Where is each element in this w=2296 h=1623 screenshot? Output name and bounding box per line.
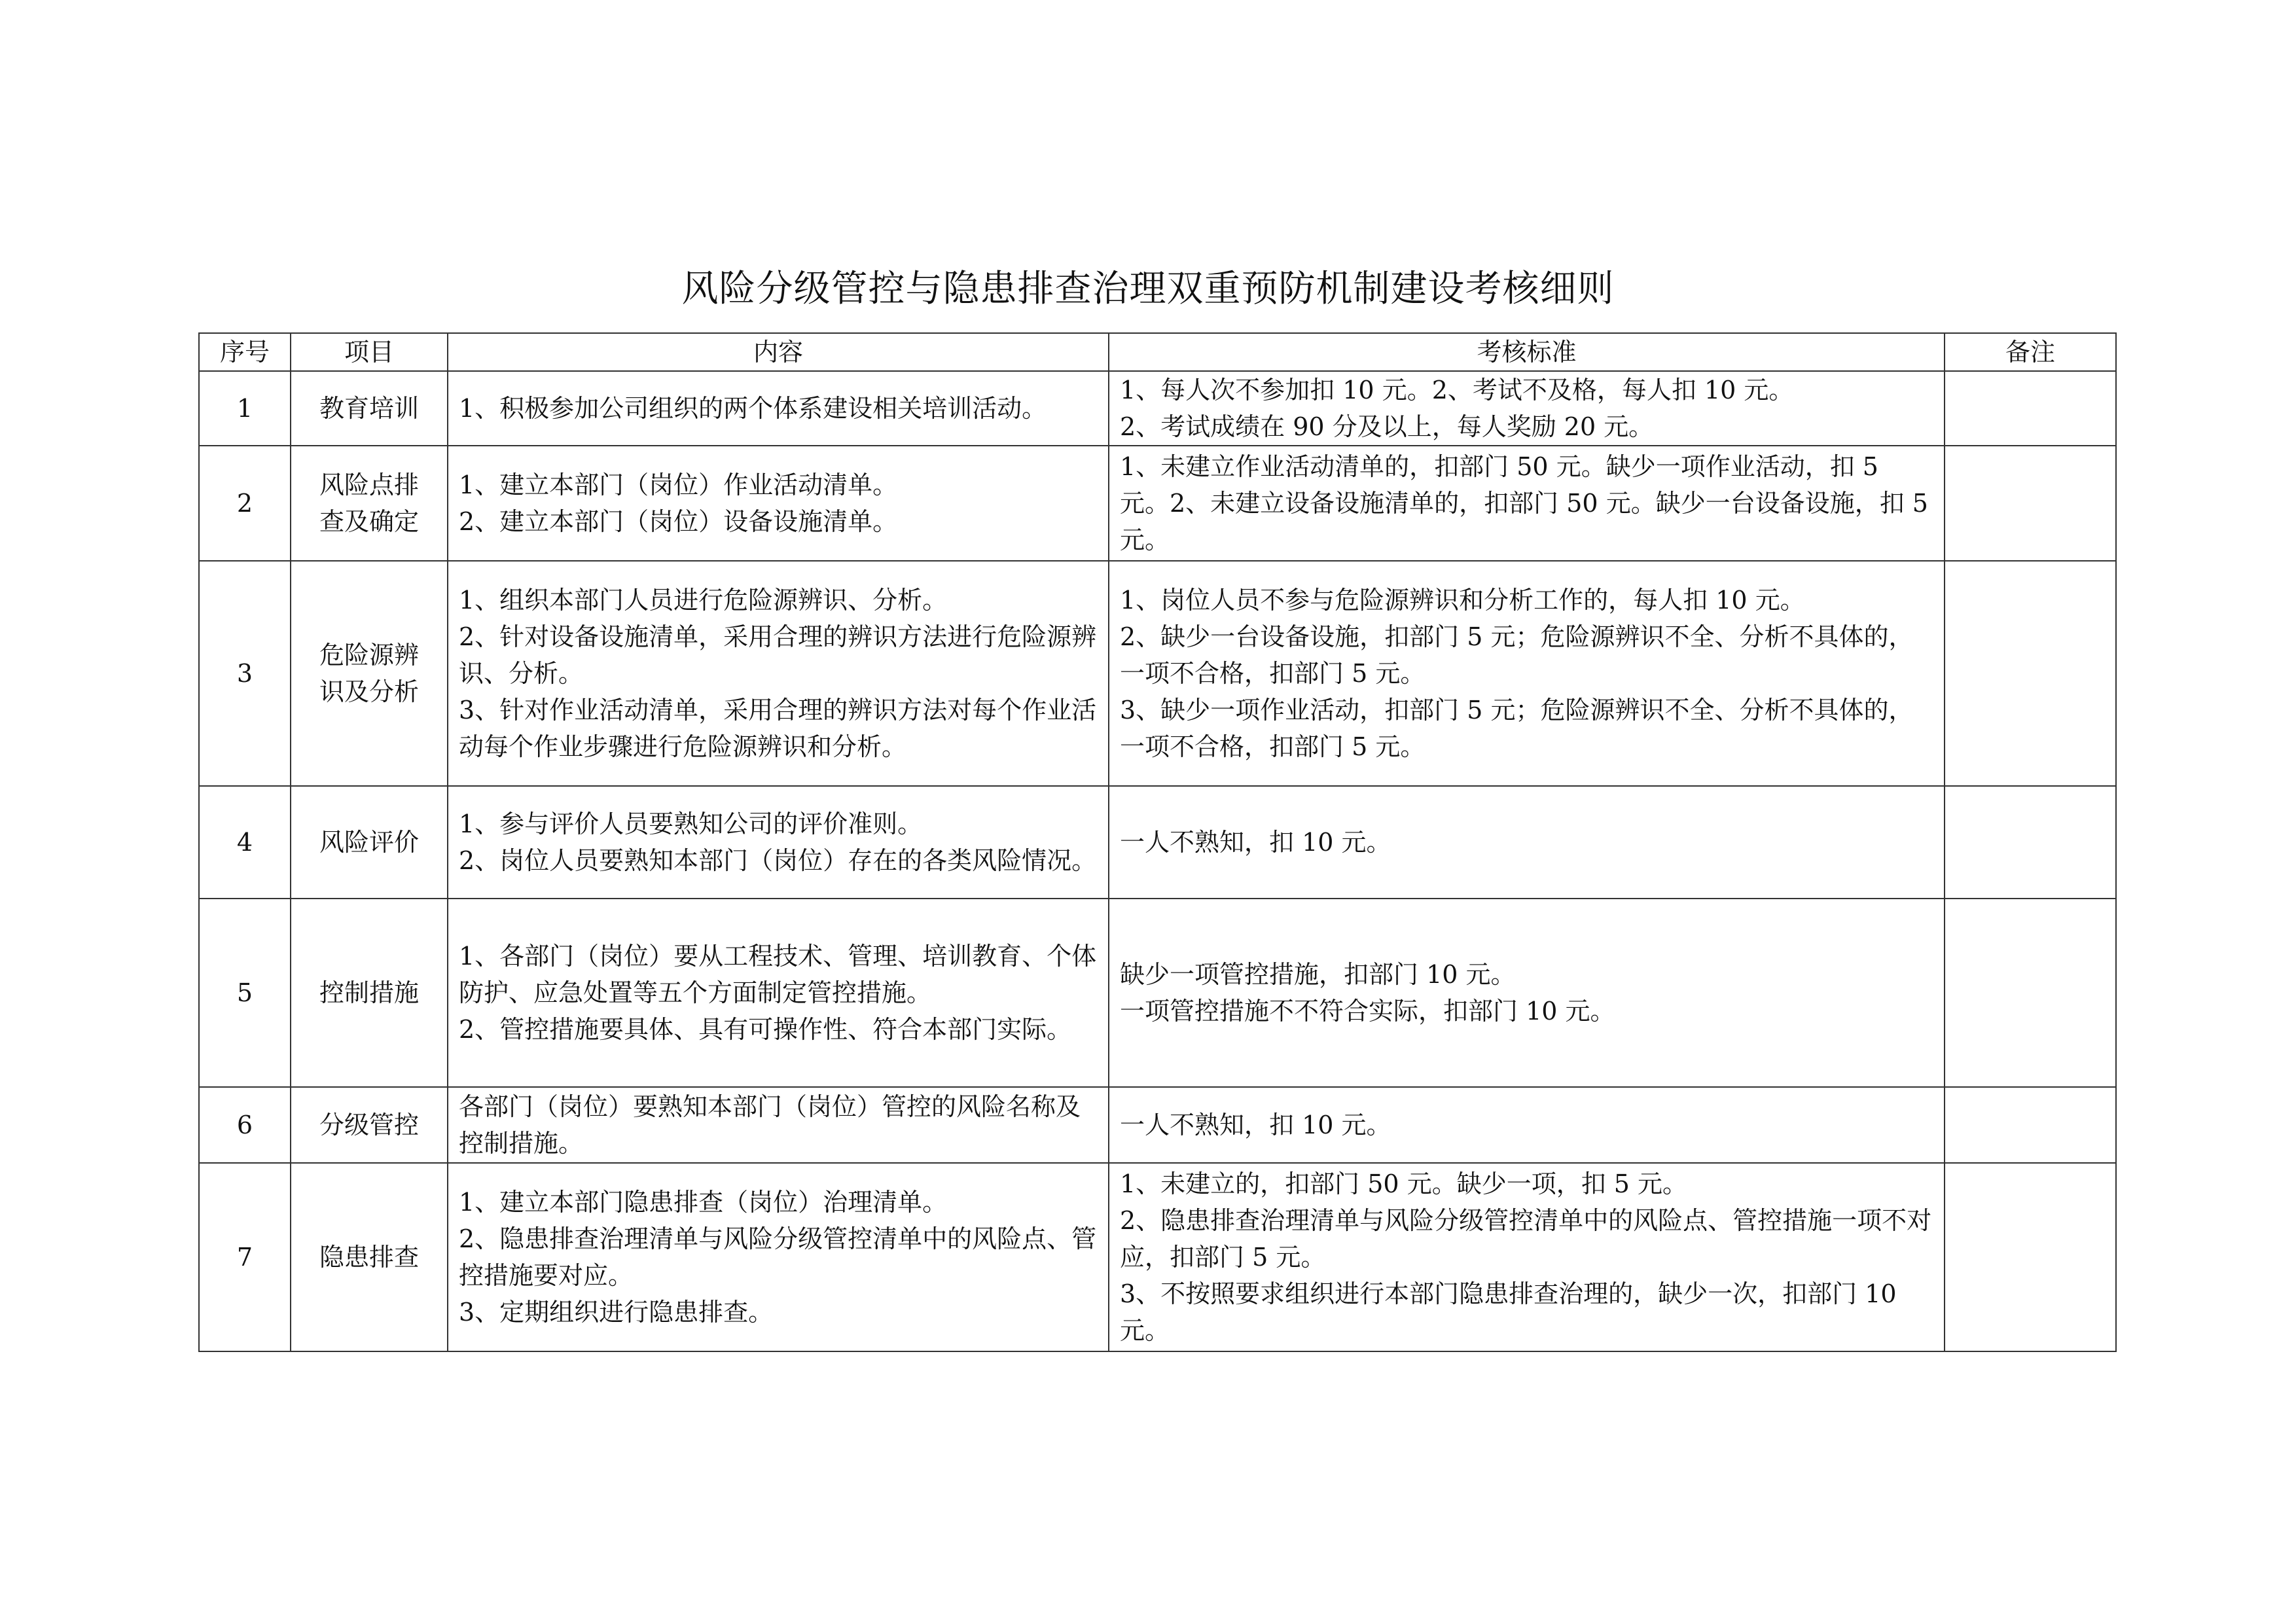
row-content [448, 371, 1109, 446]
row-criteria [1109, 899, 1945, 1087]
item-line: 识及分析 [319, 677, 419, 706]
row-remark [1945, 371, 2116, 446]
row-item [291, 1087, 448, 1163]
row-criteria [1109, 1163, 1945, 1351]
row-criteria [1109, 371, 1945, 446]
criteria-line: 1、岗位人员不参与危险源辨识和分析工作的，每人扣 10 元。 [1120, 586, 1805, 615]
content-line: 1、建立本部门隐患排查（岗位）治理清单。 [459, 1188, 948, 1217]
content-line: 2、管控措施要具体、具有可操作性、符合本部门实际。 [459, 1015, 1072, 1044]
criteria-line: 3、不按照要求组织进行本部门隐患排查治理的，缺少一次，扣部门 10 元。 [1120, 1279, 1897, 1345]
item-line: 分级管控 [319, 1111, 419, 1139]
row-criteria [1109, 786, 1945, 899]
content-line: 3、针对作业活动清单，采用合理的辨识方法对每个作业活动每个作业步骤进行危险源辨识和分析。 [459, 696, 1097, 761]
criteria-line: 2、考试成绩在 90 分及以上，每人奖励 20 元。 [1120, 412, 1654, 441]
table-header-row [199, 333, 2116, 371]
assessment-table [198, 332, 2117, 1352]
content-line: 2、隐患排查治理清单与风险分级管控清单中的风险点、管控措施要对应。 [459, 1224, 1097, 1290]
page-title: 风险分级管控与隐患排查治理双重预防机制建设考核细则 [681, 268, 1615, 310]
row-item [291, 1163, 448, 1351]
table-row [199, 1087, 2116, 1163]
content-line: 各部门（岗位）要熟知本部门（岗位）管控的风险名称及控制措施。 [459, 1092, 1081, 1158]
row-content [448, 1087, 1109, 1163]
table-row [199, 1163, 2116, 1351]
item-line: 风险评价 [319, 828, 419, 857]
row-number: 5 [199, 899, 291, 1087]
item-line: 隐患排查 [319, 1243, 419, 1272]
table-row [199, 899, 2116, 1087]
content-line: 1、积极参加公司组织的两个体系建设相关培训活动。 [459, 394, 1047, 423]
item-line: 教育培训 [319, 394, 419, 423]
table-row [199, 446, 2116, 561]
row-number: 6 [199, 1087, 291, 1163]
table-body [199, 371, 2116, 1351]
row-criteria [1109, 1087, 1945, 1163]
item-line: 控制措施 [319, 978, 419, 1007]
row-remark [1945, 1087, 2116, 1163]
criteria-line: 一人不熟知，扣 10 元。 [1120, 828, 1391, 857]
criteria-line: 2、缺少一台设备设施，扣部门 5 元；危险源辨识不全、分析不具体的，一项不合格，扣部门 5 元。 [1120, 622, 1914, 688]
row-item [291, 899, 448, 1087]
row-item [291, 446, 448, 561]
row-remark [1945, 446, 2116, 561]
header-item: 项目 [291, 333, 448, 371]
row-criteria [1109, 446, 1945, 561]
criteria-line: 一人不熟知，扣 10 元。 [1120, 1111, 1391, 1139]
header-criteria: 考核标准 [1109, 333, 1945, 371]
row-item [291, 786, 448, 899]
item-line: 风险点排 [319, 471, 419, 499]
content-line: 1、组织本部门人员进行危险源辨识、分析。 [459, 586, 948, 615]
row-content [448, 1163, 1109, 1351]
table-row [199, 561, 2116, 786]
item-line: 查及确定 [319, 507, 419, 536]
criteria-line: 2、隐患排查治理清单与风险分级管控清单中的风险点、管控措施一项不对应，扣部门 5 元。 [1120, 1206, 1932, 1272]
content-line: 3、定期组织进行隐患排查。 [459, 1298, 774, 1327]
row-remark [1945, 1163, 2116, 1351]
row-number: 1 [199, 371, 291, 446]
row-remark [1945, 561, 2116, 786]
criteria-line: 缺少一项管控措施，扣部门 10 元。 [1120, 960, 1516, 989]
criteria-line: 3、缺少一项作业活动，扣部门 5 元；危险源辨识不全、分析不具体的，一项不合格，扣部门 5 元。 [1120, 696, 1914, 761]
content-line: 2、岗位人员要熟知本部门（岗位）存在的各类风险情况。 [459, 846, 1097, 875]
row-number: 7 [199, 1163, 291, 1351]
row-content [448, 899, 1109, 1087]
table-row [199, 786, 2116, 899]
row-item [291, 561, 448, 786]
row-remark [1945, 899, 2116, 1087]
content-line: 1、建立本部门（岗位）作业活动清单。 [459, 471, 898, 499]
row-remark [1945, 786, 2116, 899]
header-no: 序号 [199, 333, 291, 371]
row-content [448, 561, 1109, 786]
criteria-line: 一项管控措施不不符合实际，扣部门 10 元。 [1120, 997, 1615, 1026]
row-number: 2 [199, 446, 291, 561]
header-content: 内容 [448, 333, 1109, 371]
row-criteria [1109, 561, 1945, 786]
table-row [199, 371, 2116, 446]
row-number: 3 [199, 561, 291, 786]
criteria-line: 1、每人次不参加扣 10 元。2、考试不及格，每人扣 10 元。 [1120, 376, 1794, 404]
content-line: 2、建立本部门（岗位）设备设施清单。 [459, 507, 898, 536]
row-item [291, 371, 448, 446]
criteria-line: 1、未建立作业活动清单的，扣部门 50 元。缺少一项作业活动，扣 5 元。2、未建立设备设施清单的，扣部门 50 元。缺少一台设备设施，扣 5 元。 [1120, 452, 1928, 554]
content-line: 1、各部门（岗位）要从工程技术、管理、培训教育、个体防护、应急处置等五个方面制定管控措施。 [459, 942, 1097, 1007]
header-remark: 备注 [1945, 333, 2116, 371]
row-number: 4 [199, 786, 291, 899]
row-content [448, 786, 1109, 899]
criteria-line: 1、未建立的，扣部门 50 元。缺少一项，扣 5 元。 [1120, 1169, 1688, 1198]
row-content [448, 446, 1109, 561]
content-line: 1、参与评价人员要熟知公司的评价准则。 [459, 810, 923, 838]
content-line: 2、针对设备设施清单，采用合理的辨识方法进行危险源辨识、分析。 [459, 622, 1097, 688]
item-line: 危险源辨 [319, 641, 419, 669]
